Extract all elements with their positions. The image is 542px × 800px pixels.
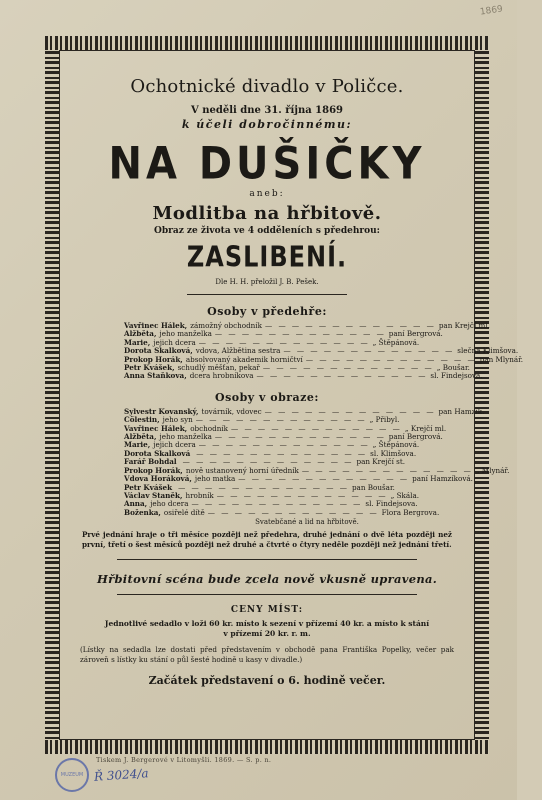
dash-leader: — — — — — — — — — — — — —	[207, 507, 379, 517]
dash-leader: — — — — — — — — — — — — —	[264, 321, 436, 330]
cast-actor: pan Hamzík.	[438, 406, 485, 416]
dash-leader: — — — — — — — — — — — — —	[262, 363, 434, 373]
prices-line-1: Jednotlivé sedadlo v loži 60 kr. místo k sezení v přízemí 40 kr. a místo k stání	[104, 619, 430, 629]
cast-role: Dorota Skalková	[124, 448, 191, 458]
start-time: Začátek představení o 6. hodině večer.	[148, 674, 386, 688]
aneb-connector: aneb:	[249, 189, 285, 199]
cast-actor: paní Bergrová.	[388, 329, 443, 339]
stamp-text: MUZEUM	[60, 772, 84, 778]
cast-role-description: zámožný obchodník	[190, 321, 262, 330]
author-credit: Dle H. H. přeložil J. B. Pešek.	[215, 278, 319, 286]
prelude-title: ZASLIBENÍ.	[186, 240, 348, 274]
dash-leader: — — — — — — — — — — — — —	[238, 474, 410, 484]
cast-role-description: dcera hrobníkova	[189, 371, 254, 381]
divider	[117, 559, 417, 560]
poster-content	[72, 56, 524, 736]
cast-actor: pan Krejčí st.	[356, 457, 406, 467]
chorus-line: Svatebčané a lid na hřbitově.	[255, 518, 359, 527]
cast-actor: paní Bergrová.	[388, 432, 443, 442]
dash-leader: — — — — — — — — — — — — —	[305, 354, 477, 364]
cast-actor: sl. Findejsova.	[365, 499, 418, 509]
cast-actor: sl. Findejsova.	[430, 371, 483, 381]
play-title: NA DUŠIČKY	[108, 138, 426, 190]
cast-actor: slečna Klimšova.	[457, 346, 519, 356]
dash-leader: — — — — — — — — — — — — —	[195, 415, 367, 425]
cast-role-description: vdova, Alžbětina sestra	[195, 346, 281, 356]
cast-role: Sylvestr Kovanský,	[124, 406, 199, 416]
prices-line-2: v přízemí 20 kr. r. m.	[223, 629, 311, 639]
cast-role: Alžběta,	[124, 329, 157, 339]
dash-leader: — — — — — — — — — — — — —	[214, 432, 386, 442]
dash-leader: — — — — — — — — — — — — —	[283, 346, 455, 356]
cast-role: Alžběta,	[124, 432, 157, 442]
dash-leader: — — — — — — — — — — — — —	[196, 448, 368, 458]
cast-role-description: jejich dcera	[153, 337, 196, 347]
printer-imprint: Tiskem J. Bergerové v Litomyšli. 1869. — S. p. n.	[96, 756, 272, 764]
cast-role: Vdova Horáková,	[124, 474, 192, 484]
dash-leader: — — — — — — — — — — — — —	[216, 490, 388, 500]
cast-role: Anna,	[124, 499, 148, 509]
charity-line: k účeli dobročinnému:	[181, 118, 353, 131]
dash-leader: — — — — — — — — — — — — —	[198, 440, 370, 450]
cast-role: Anna Staňkova,	[124, 371, 187, 381]
cast-role: Marie,	[124, 440, 151, 450]
cast-actor: pan Mlynář.	[479, 354, 524, 364]
cast-role-description: jeho syn	[162, 415, 193, 425]
dash-leader: — — — — — — — — — — — — —	[256, 371, 428, 381]
play-cast-heading: Osoby v obraze:	[214, 390, 319, 404]
cast-actor: „ Přibyl.	[369, 415, 400, 425]
cast-actor: Flora Bergrova.	[381, 507, 440, 517]
cast-row	[124, 507, 440, 517]
cast-role: Václav Staněk,	[124, 490, 183, 500]
cast-role-description: továrník, vdovec	[201, 406, 262, 416]
cast-role-description: jeho dcera	[150, 499, 189, 509]
dash-leader: — — — — — — — — — — — — —	[178, 482, 349, 492]
cast-role-description: hrobník	[185, 490, 214, 500]
scene-promo: Hřbitovní scéna bude zcela nově vkusně upravena.	[96, 572, 438, 587]
cast-actor: „ Štěpánová.	[372, 440, 420, 450]
cast-role-description: jeho matka	[194, 474, 236, 484]
timeline-note: Prvé jednání hraje o tři měsíce později než předehra, druhé jednání o dvě léta později než první, třetí o šest měsíců později než druhé a čtvrté o čtyry neděle později než jednání třetí.	[82, 530, 452, 549]
dash-leader: — — — — — — — — — — — — —	[182, 457, 354, 467]
cast-role-description: osiřelé dítě	[163, 507, 205, 517]
cast-actor: „ Štěpánová.	[372, 337, 420, 347]
dash-leader: — — — — — — — — — — — — —	[301, 465, 473, 475]
performance-date: V neděli dne 31. října 1869	[190, 105, 344, 116]
cast-role-description: schudlý měšťan, pekař	[177, 363, 260, 373]
cast-role: Petr Kvášek	[124, 482, 173, 492]
play-subtitle: Modlitba na hřbitově.	[152, 203, 382, 224]
cast-actor: paní Hamzíková.	[412, 474, 473, 484]
dash-leader: — — — — — — — — — — — — —	[191, 499, 363, 509]
tickets-note: (Lístky na sedadla lze dostati před představením v obchodě pana Františka Popelky, večer pak zároveň s lístky ku stání o půl šesté hodině u kasy v divadle.)	[80, 645, 454, 664]
cast-role-description: jeho manželka	[159, 329, 212, 339]
cast-role: Marie,	[124, 337, 151, 347]
cast-role-description: jeho manželka	[159, 432, 212, 442]
cast-role-description: jejich dcera	[153, 440, 196, 450]
cast-actor: pan Krejčí ml.	[438, 321, 490, 330]
prelude-cast-list	[124, 321, 524, 381]
cast-actor: sl. Klimšova.	[370, 448, 417, 458]
dash-leader: — — — — — — — — — — — — —	[198, 337, 370, 347]
play-cast-list	[124, 406, 510, 517]
theater-name: Ochotnické divadlo v Poličce.	[130, 76, 404, 97]
cast-role: Vavřinec Hálek,	[124, 423, 188, 433]
dash-leader: — — — — — — — — — — — — —	[230, 423, 402, 433]
divider	[187, 294, 347, 295]
prelude-cast-heading: Osoby v předehře:	[207, 305, 327, 318]
cast-row	[124, 371, 483, 381]
dash-leader: — — — — — — — — — — — — —	[214, 329, 386, 339]
cast-role-description: obchodník	[190, 423, 228, 433]
cast-actor: pan Boušar.	[351, 482, 395, 492]
corner-pencil-note: 1869	[479, 4, 504, 18]
cast-actor: „ Boušar.	[436, 363, 470, 373]
cast-role-description: nově ustanovený horní úředník	[185, 465, 299, 475]
cast-role: Boženka,	[124, 507, 161, 517]
inventory-number: Ř 3024/a	[93, 766, 150, 784]
divider	[117, 594, 417, 595]
cast-role: Prokop Horák,	[124, 465, 183, 475]
play-description: Obraz ze života ve 4 odděleních s předehrou:	[153, 226, 380, 236]
prices-heading: CENY MÍST:	[230, 605, 304, 616]
cast-role: Vavřinec Hálek,	[124, 321, 188, 330]
cast-role: Prokop Horák,	[124, 354, 183, 364]
cast-role: Dorota Skalková,	[124, 346, 193, 356]
cast-role: Petr Kvášek,	[124, 363, 175, 373]
cast-role-description: absolvovaný akademik horničtví	[185, 354, 303, 364]
museum-stamp	[55, 758, 89, 792]
cast-actor: „ Mlynář.	[475, 465, 510, 475]
cast-role: Cölestin,	[124, 415, 160, 425]
cast-actor: „ Krejčí ml.	[404, 423, 447, 433]
cast-role: Farář Bohdal	[124, 457, 177, 467]
dash-leader: — — — — — — — — — — — — —	[264, 406, 436, 416]
cast-actor: „ Skála.	[390, 490, 420, 500]
